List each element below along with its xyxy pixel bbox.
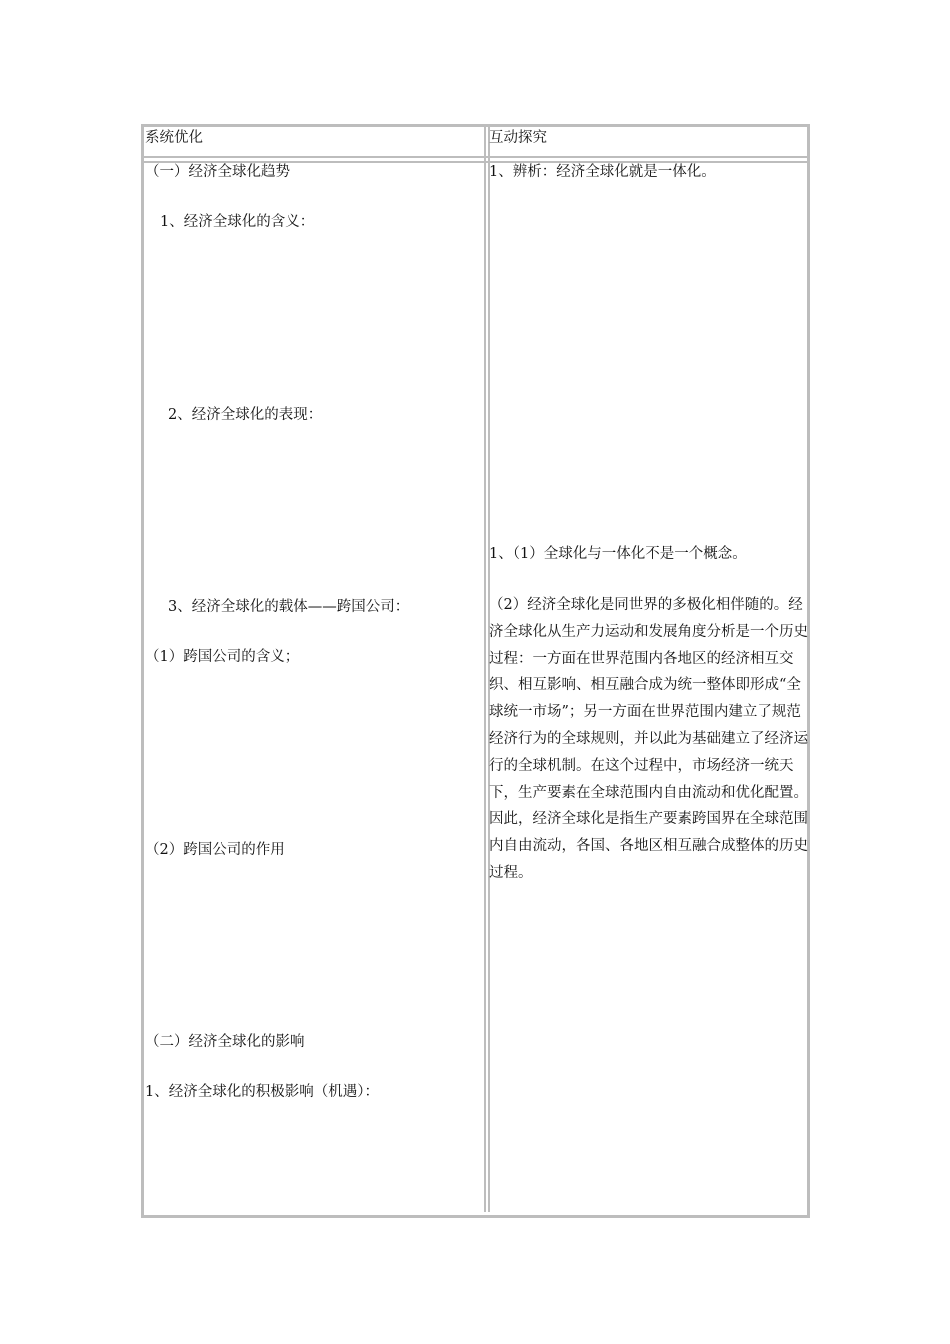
answer-intro: 1、（1）全球化与一体化不是一个概念。 [489, 546, 747, 562]
item-meaning: 1、经济全球化的含义： [160, 214, 315, 230]
item-manifestation: 2、经济全球化的表现： [168, 407, 323, 423]
question-text: 1、辨析：经济全球化就是一体化。 [489, 164, 716, 180]
header-separator [144, 156, 807, 158]
item-carrier-role: （2）跨国公司的作用 [145, 842, 285, 858]
item-carrier-meaning: （1）跨国公司的含义； [145, 649, 300, 665]
header-left: 系统优化 [145, 130, 203, 146]
section1-title: （一）经济全球化趋势 [145, 164, 290, 180]
section2-title: （二）经济全球化的影响 [145, 1034, 305, 1050]
item-carrier: 3、经济全球化的载体——跨国公司： [168, 599, 410, 615]
header-right: 互动探究 [489, 130, 547, 146]
item-positive-impact: 1、经济全球化的积极影响（机遇）： [145, 1084, 379, 1100]
column-divider [484, 127, 486, 1212]
answer-body: （2）经济全球化是同世界的多极化相伴随的。经济全球化从生产力运动和发展角度分析是一个历史过程：一方面在世界范围内各地区的经济相互交织、相互影响、相互融合成为统一整体即形成“全球统一市场”；另一方面在世界范围内建立了规范经济行为的全球规则，并以此为基础建立了经济运行的全球机制。在这个过程中，市场经济一统天下，生产要素在全球范围内自由流动和优化配置。因此，经济全球化是指生产要素跨国界在全球范围内自由流动，各国、各地区相互融合成整体的历史过程。 [489, 597, 808, 881]
